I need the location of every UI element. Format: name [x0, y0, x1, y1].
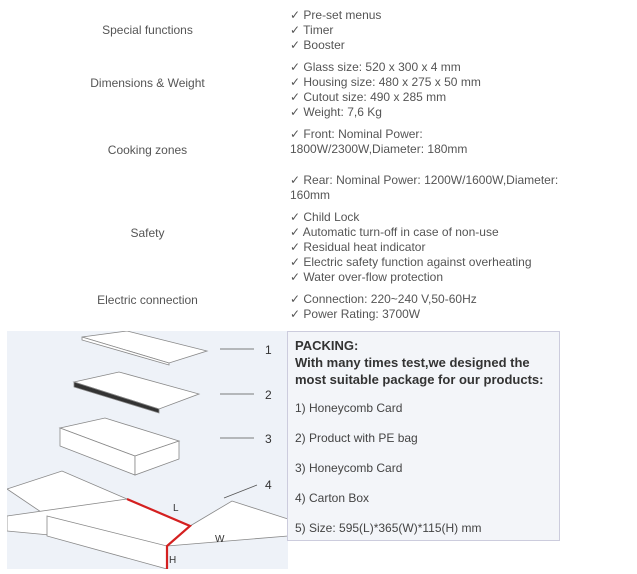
spec-value: ✓ Residual heat indicator: [290, 240, 426, 254]
spec-value: ✓ Timer: [290, 23, 334, 37]
spec-value: ✓ Rear: Nominal Power: 1200W/1600W,Diameter: 160mm: [290, 173, 559, 202]
spec-label: Special functions: [102, 23, 193, 37]
packing-item: 2) Product with PE bag: [295, 431, 418, 445]
spec-value: ✓ Power Rating: 3700W: [290, 307, 421, 321]
dim-l: L: [173, 503, 179, 514]
spec-value: ✓ Weight: 7,6 Kg: [290, 105, 382, 119]
callout-3: 3: [265, 432, 272, 446]
spec-values: [290, 127, 560, 203]
spec-value: ✓ Front: Nominal Power: 1800W/2300W,Diameter: 180mm: [290, 127, 468, 156]
spec-values: [290, 292, 570, 322]
packing-subtitle: With many times test,we designed the most suitable package for our products:: [295, 355, 544, 387]
spec-value: ✓ Child Lock: [290, 210, 360, 224]
spec-value: ✓ Electric safety function against overheating: [290, 255, 532, 269]
spec-value: ✓ Housing size: 480 x 275 x 50 mm: [290, 75, 481, 89]
spec-label: Cooking zones: [107, 143, 188, 157]
packing-item: 5) Size: 595(L)*365(W)*115(H) mm: [295, 521, 482, 535]
spec-value: ✓ Automatic turn-off in case of non-use: [290, 225, 499, 239]
dim-h: H: [169, 555, 177, 566]
spec-values: [290, 8, 570, 53]
dim-w: W: [215, 534, 225, 545]
spec-value: ✓ Water over-flow protection: [290, 270, 443, 284]
spec-value: ✓ Connection: 220~240 V,50-60Hz: [290, 292, 477, 306]
packing-info: [287, 331, 560, 541]
spec-values: [290, 60, 570, 120]
spec-value: ✓ Booster: [290, 38, 345, 52]
callout-2: 2: [265, 388, 272, 402]
spec-value: ✓ Pre-set menus: [290, 8, 382, 22]
callout-4: 4: [265, 478, 272, 492]
spec-values: [290, 210, 570, 285]
packing-title: PACKING:: [295, 338, 359, 353]
spec-label: Dimensions & Weight: [90, 76, 205, 90]
packing-item: 4) Carton Box: [295, 491, 370, 505]
packing-item: 1) Honeycomb Card: [295, 401, 403, 415]
packing-illustration: [7, 331, 288, 569]
spec-label: Safety: [130, 226, 165, 240]
callout-1: 1: [265, 343, 272, 357]
spec-value: ✓ Glass size: 520 x 300 x 4 mm: [290, 60, 461, 74]
spec-label: Electric connection: [97, 293, 198, 307]
spec-value: ✓ Cutout size: 490 x 285 mm: [290, 90, 447, 104]
packing-item: 3) Honeycomb Card: [295, 461, 403, 475]
